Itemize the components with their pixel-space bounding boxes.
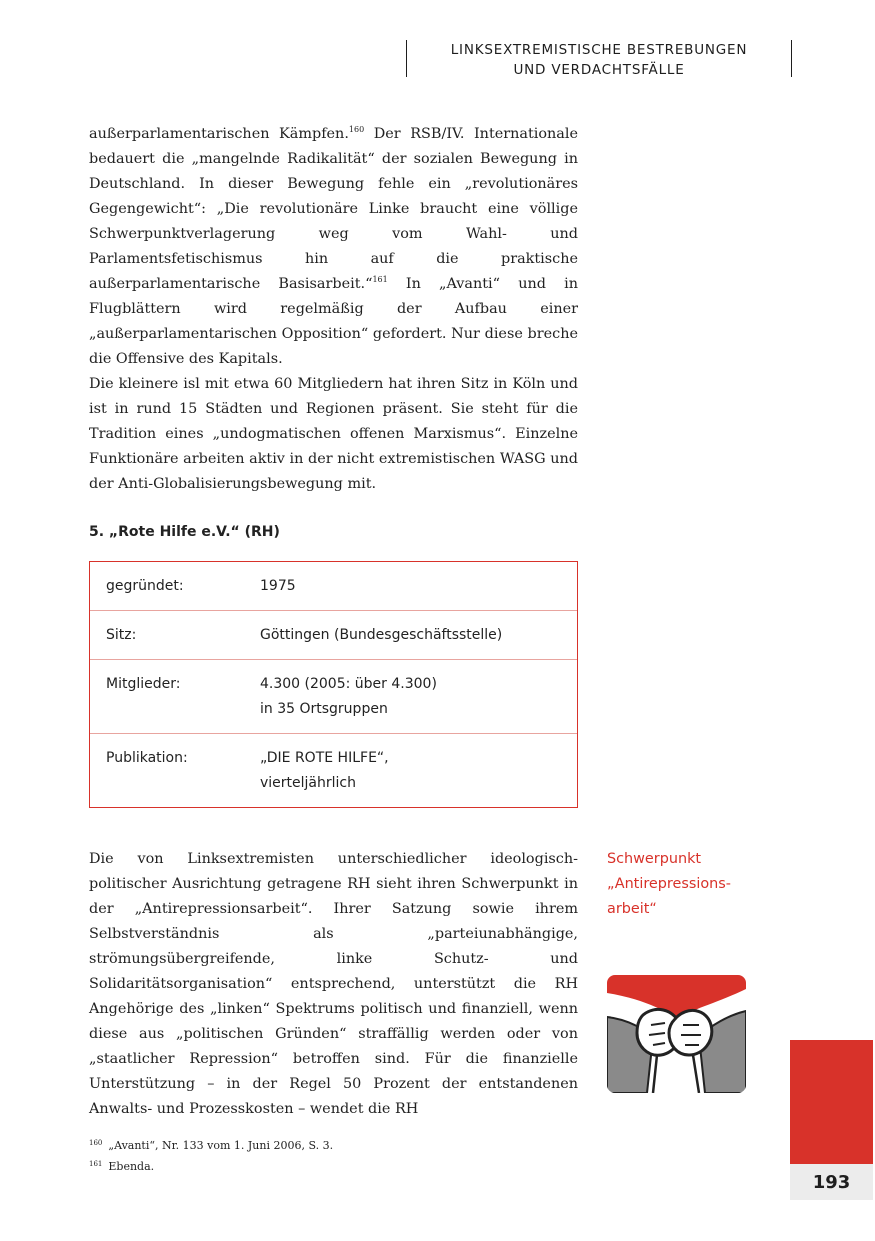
footnote-text: „Avanti“, Nr. 133 vom 1. Juni 2006, S. 3. bbox=[108, 1139, 334, 1152]
paragraph-1 bbox=[89, 122, 578, 372]
paragraph-1-part-3: In „Avanti“ und in Flugblättern wird regelmäßig der Aufbau einer „außerparlamentarischen Opposition“ gefordert. Nur diese breche die Offensive des Kapitals. bbox=[89, 276, 578, 367]
info-value: Göttingen (Bundesgeschäftsstelle) bbox=[260, 627, 503, 643]
info-value: 4.300 (2005: über 4.300) in 35 Ortsgruppen bbox=[260, 676, 437, 717]
info-table bbox=[89, 561, 578, 808]
paragraph-1-part-2: Der RSB/IV. Internationale bedauert die „mangelnde Radikalität“ der sozialen Bewegung in Deutschland. In dieser Bewegung fehle ein „revolutionäres Gegengewicht“: „Die revolutionäre Linke braucht eine völlige Schwerpunktverlagerung weg vom Wahl- und Parlamentsfetischismus hin auf die praktische außerparlamentarische Basisarbeit.“ bbox=[89, 126, 578, 292]
info-key: Sitz: bbox=[106, 627, 137, 643]
info-key: Publikation: bbox=[106, 750, 188, 766]
page-number: 193 bbox=[790, 1164, 873, 1200]
crossed-fists-icon bbox=[607, 975, 746, 1093]
margin-note: Schwerpunkt „Antirepressions- arbeit“ bbox=[607, 851, 731, 917]
info-key: gegründet: bbox=[106, 578, 184, 594]
paragraph-3: Die von Linksextremisten unterschiedlicher ideologisch-politischer Ausrichtung getragene RH sieht ihren Schwerpunkt in der „Antirepressionsarbeit“. Ihrer Satzung sowie ihrem Selbstverständnis als „parteiunabhängige, strömungsübergreifende, linke Schutz- und Solidaritätsorganisation“ entsprechend, unterstützt die RH Angehörige des „linken“ Spektrums politisch und finanziell, wenn diese aus „politischen Gründen“ straffällig werden oder von „staatlicher Repression“ betroffen sind. Für die finanzielle Unterstützung – in der Regel 50 Prozent der entstandenen Anwalts- und Prozesskosten – wendet die RH bbox=[89, 851, 578, 1117]
info-value: 1975 bbox=[260, 578, 296, 594]
running-header bbox=[406, 40, 792, 77]
page-edge-tab bbox=[790, 1040, 873, 1164]
paragraph-2: Die kleinere isl mit etwa 60 Mitgliedern hat ihren Sitz in Köln und ist in rund 15 Städten und Regionen präsent. Sie steht für die Tradition eines „undogmatischen offenen Marxismus“. Einzelne Funktionäre arbeiten aktiv in der nicht extremistischen WASG und der Anti-Globalisierungsbewegung mit. bbox=[89, 376, 578, 492]
footnote-161 bbox=[89, 1155, 333, 1176]
info-row-founded bbox=[90, 562, 577, 610]
header-line-2: UND VERDACHTSFÄLLE bbox=[513, 62, 685, 78]
footnote-ref-161[interactable]: 161 bbox=[372, 275, 388, 284]
info-key: Mitglieder: bbox=[106, 676, 181, 692]
section-title: 5. „Rote Hilfe e.V.“ (RH) bbox=[89, 524, 280, 540]
info-value: „DIE ROTE HILFE“, vierteljährlich bbox=[260, 750, 389, 791]
info-row-seat bbox=[90, 610, 577, 659]
footnote-number: 160 bbox=[89, 1139, 103, 1147]
footnote-160 bbox=[89, 1134, 333, 1155]
info-row-members bbox=[90, 659, 577, 733]
footnote-text: Ebenda. bbox=[108, 1160, 155, 1173]
footnote-number: 161 bbox=[89, 1160, 103, 1168]
paragraph-1-part-1: außerparlamentarischen Kämpfen. bbox=[89, 126, 349, 142]
header-line-1: LINKSEXTREMISTISCHE BESTREBUNGEN bbox=[450, 42, 748, 58]
rote-hilfe-logo-image bbox=[607, 975, 746, 1093]
info-row-publication bbox=[90, 733, 577, 807]
footnote-ref-160[interactable]: 160 bbox=[348, 125, 365, 134]
footnotes bbox=[89, 1134, 333, 1176]
